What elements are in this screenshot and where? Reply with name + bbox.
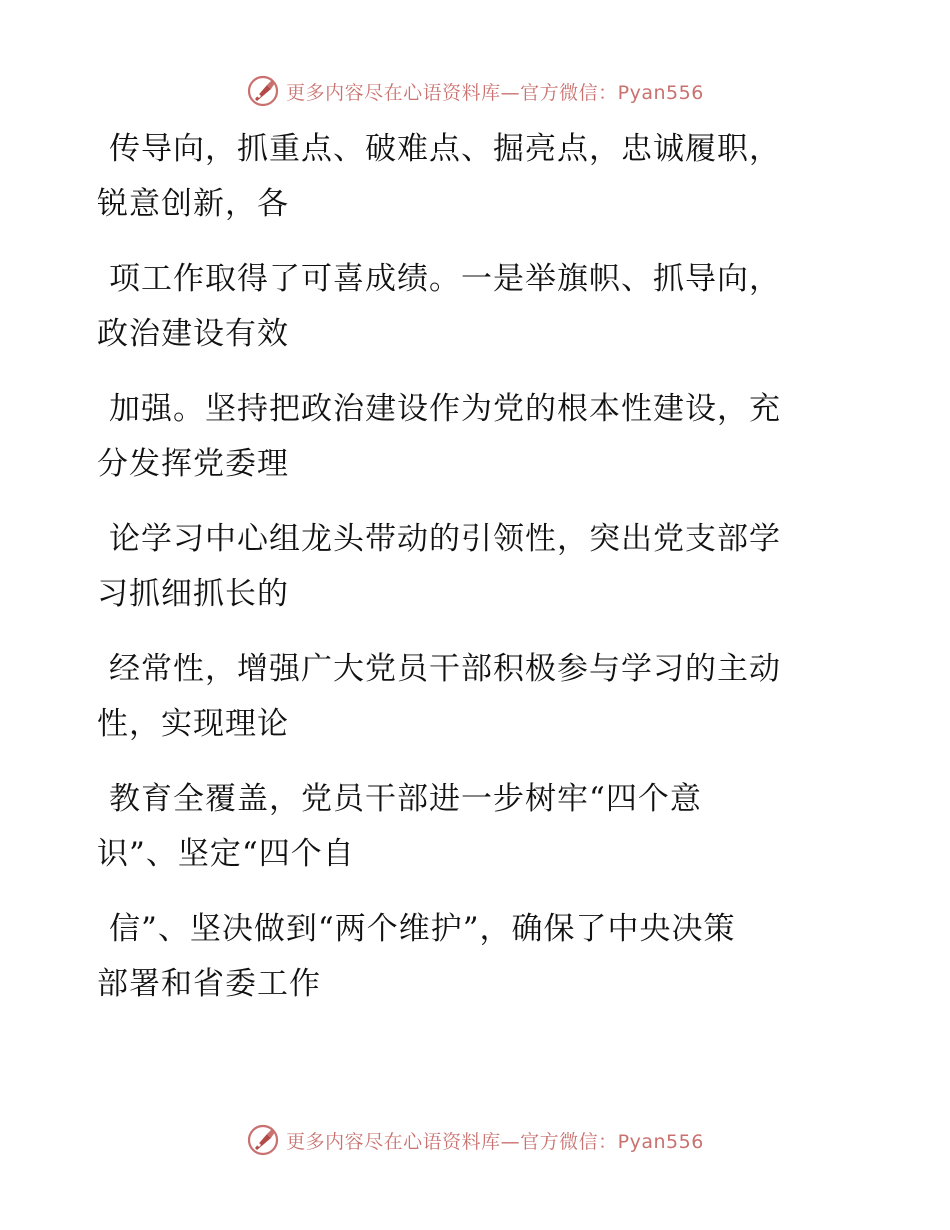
paragraph-6: [97, 772, 837, 882]
paragraph-line: 信”、坚决做到“两个维护”，确保了中央决策: [109, 911, 736, 947]
paragraph-line: 教育全覆盖，党员干部进一步树牢“四个意: [109, 781, 702, 817]
paragraph-5: [97, 642, 837, 752]
pen-nib-logo-icon: [246, 1123, 280, 1157]
paragraph-line: 加强。坚持把政治建设作为党的根本性建设，充: [109, 391, 781, 427]
paragraph-line: 传导向，抓重点、破难点、掘亮点，忠诚履职，: [109, 131, 781, 167]
paragraph-line: 识”、坚定“四个自: [97, 836, 355, 872]
paragraph-4: [97, 512, 837, 622]
paragraph-line: 锐意创新，各: [97, 186, 289, 222]
paragraph-line: 性，实现理论: [97, 706, 289, 742]
header-watermark-text: 更多内容尽在心语资料库—官方微信：Pyan556: [286, 81, 704, 104]
paragraph-7: [97, 902, 837, 1012]
footer-watermark-banner: [0, 1120, 950, 1160]
document-body: [97, 122, 837, 1032]
paragraph-line: 部署和省委工作: [97, 966, 321, 1002]
paragraph-line: 政治建设有效: [97, 316, 289, 352]
header-watermark-banner: [0, 71, 950, 111]
paragraph-2: [97, 252, 837, 362]
footer-watermark-text: 更多内容尽在心语资料库—官方微信：Pyan556: [286, 1130, 704, 1153]
paragraph-line: 论学习中心组龙头带动的引领性，突出党支部学: [109, 521, 781, 557]
pen-nib-logo-icon: [246, 74, 280, 108]
paragraph-line: 习抓细抓长的: [97, 576, 289, 612]
paragraph-line: 分发挥党委理: [97, 446, 289, 482]
paragraph-3: [97, 382, 837, 492]
paragraph-line: 项工作取得了可喜成绩。一是举旗帜、抓导向，: [109, 261, 781, 297]
paragraph-line: 经常性，增强广大党员干部积极参与学习的主动: [109, 651, 781, 687]
paragraph-1: [97, 122, 837, 232]
